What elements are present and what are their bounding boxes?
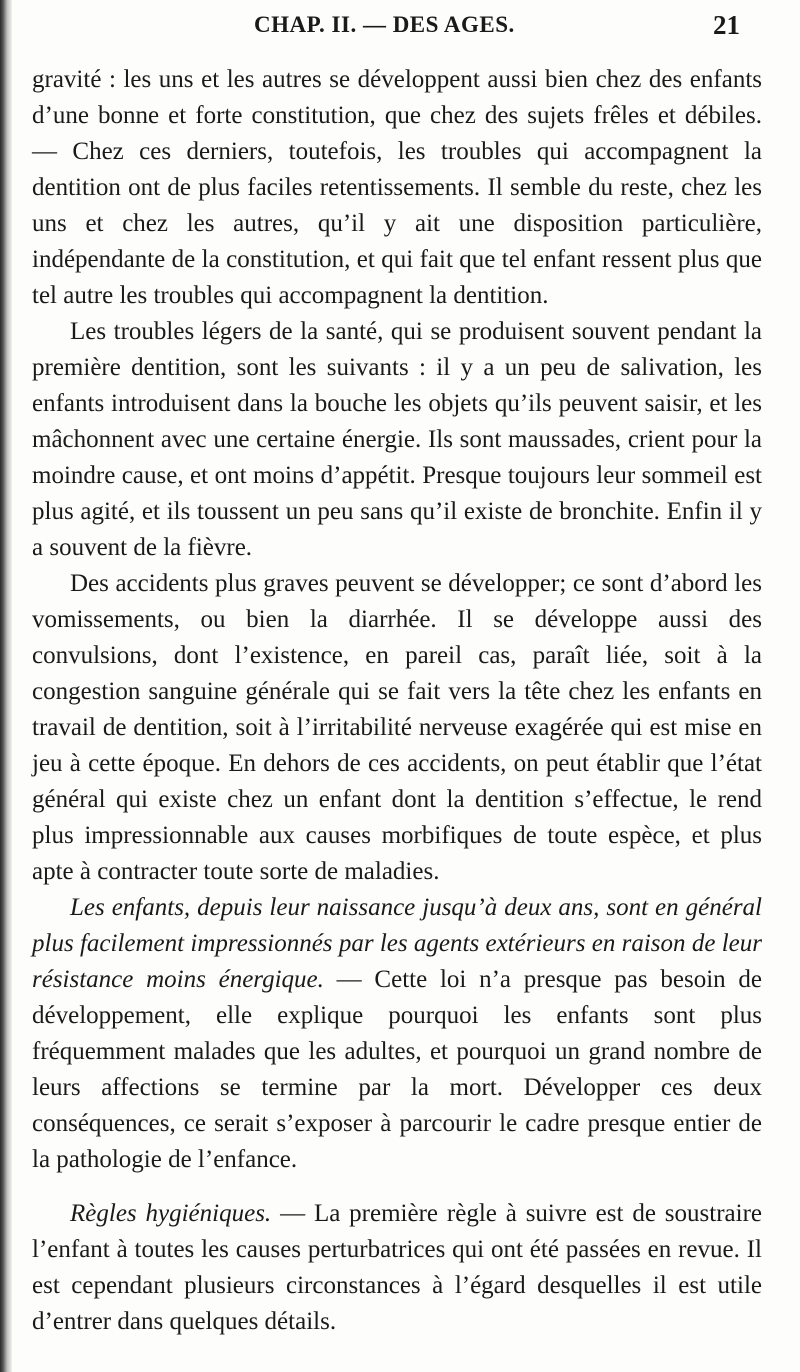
body-text bbox=[32, 62, 762, 1340]
section-heading: Règles hygiéniques. bbox=[70, 1200, 272, 1227]
paragraph-text: gravité : les uns et les autres se développent aussi bien chez des enfants d’une bonne et forte constitution, que chez des sujets frêles et débiles. — Chez ces derniers, toutefois, les troubles qui accompagnent la dentition ont de plus faciles retentissements. Il semble du reste, chez les uns et chez les autres, qu’il y ait une disposition particulière, indépendante de la constitution, et qui fait que tel enfant ressent plus que tel autre les troubles qui accompagnent la dentition. bbox=[32, 66, 762, 309]
paragraph-text: — Cette loi n’a presque pas besoin de développement, elle explique pourquoi les enfants sont plus fréquemment malades que les adultes, et pourquoi un grand nombre de leurs affections se termine par la mort. Développer ces deux conséquences, ce serait s’exposer à parcourir le cadre presque entier de la pathologie de l’enfance. bbox=[32, 966, 762, 1173]
paragraph-light-troubles bbox=[32, 314, 762, 566]
paragraph-text: Les troubles légers de la santé, qui se produisent souvent pendant la première dentition, sont les suivants : il y a un peu de salivation, les enfants introduisent dans la bouche les objets qu’ils peuvent saisir, et les mâchonnent avec une certaine énergie. Ils sont maussades, crient pour la moindre cause, et ont moins d’appétit. Presque toujours leur sommeil est plus agité, et ils toussent un peu sans qu’il existe de bronchite. Enfin il y a souvent de la fièvre. bbox=[32, 318, 762, 561]
paragraph-grave-accidents bbox=[32, 566, 762, 890]
italic-lead: Les enfants, depuis leur naissance jusqu’à deux ans, sont en général plus facilement impressionnés par les agents extérieurs en raison de leur résistance moins énergique. bbox=[32, 894, 762, 993]
page-number: 21 bbox=[713, 10, 740, 40]
paragraph-hygiene-rules bbox=[32, 1196, 762, 1340]
running-head bbox=[26, 10, 766, 50]
paragraph-text: — La première règle à suivre est de soustraire l’enfant à toutes les causes perturbatrices qui ont été passées en revue. Il est cependant plusieurs circonstances à l’égard desquelles il est utile d’entrer dans quelques détails. bbox=[32, 1200, 762, 1335]
paragraph-continuation bbox=[32, 62, 762, 314]
running-title: CHAP. II. — DES AGES. bbox=[254, 12, 515, 37]
book-binding-edge bbox=[0, 0, 12, 1372]
paragraph-susceptibility-law bbox=[32, 890, 762, 1178]
paragraph-text: Des accidents plus graves peuvent se développer; ce sont d’abord les vomissements, ou bien la diarrhée. Il se développe aussi des convulsions, dont l’existence, en pareil cas, paraît liée, soit à la congestion sanguine générale qui se fait vers la tête chez les enfants en travail de dentition, soit à l’irritabilité nerveuse exagérée qui est mise en jeu à cette époque. En dehors de ces accidents, on peut établir que l’état général qui existe chez un enfant dont la dentition s’effectue, le rend plus impressionnable aux causes morbifiques de toute espèce, et plus apte à contracter toute sorte de maladies. bbox=[32, 570, 762, 885]
